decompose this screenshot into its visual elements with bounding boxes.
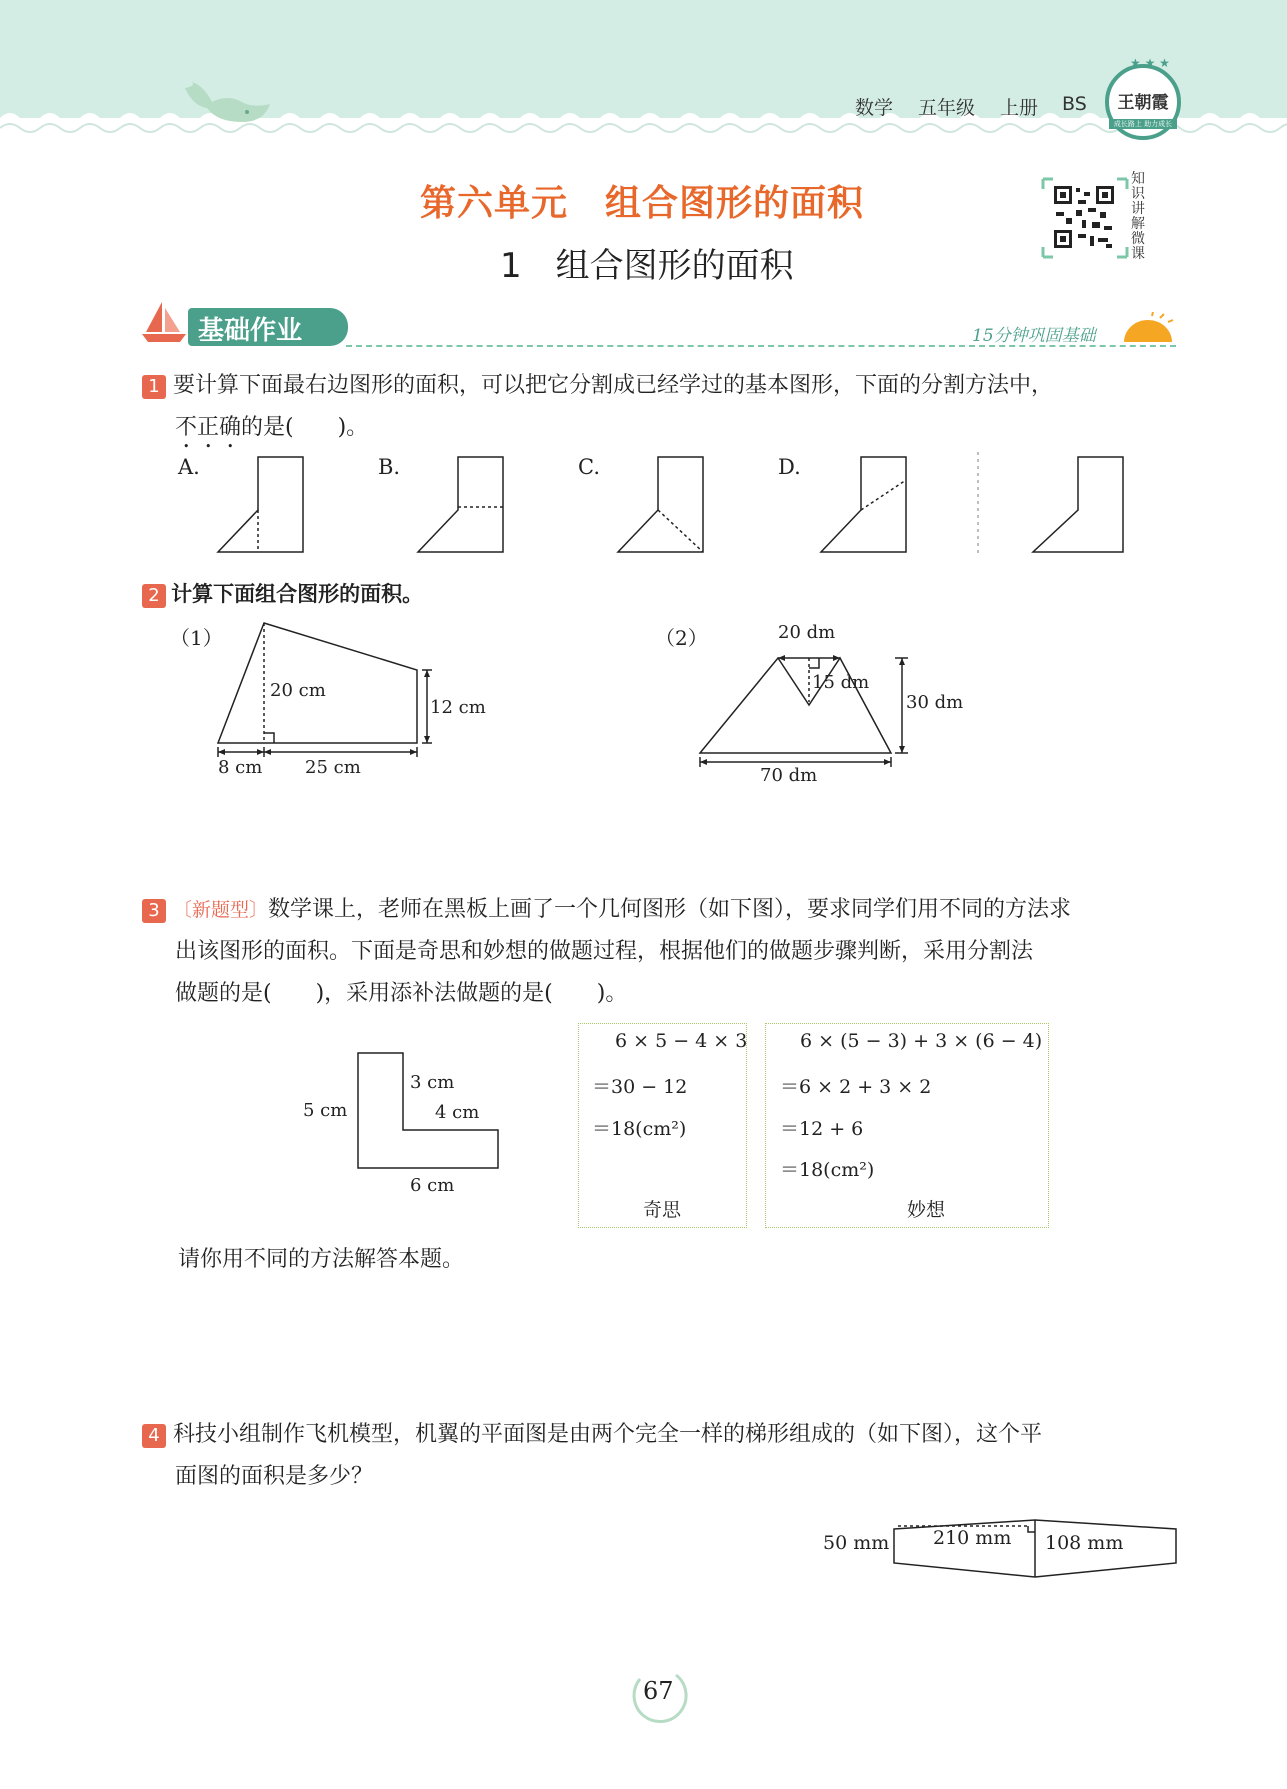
fig2-notch: 15 dm [812, 672, 870, 693]
fig2-base: 70 dm [760, 765, 818, 786]
section-label: 基础作业 [198, 316, 303, 346]
q4-number: 4 [142, 1424, 166, 1448]
q3-text [142, 890, 1192, 930]
fig2-height: 30 dm [906, 692, 964, 713]
q1-option-b[interactable]: B. [378, 455, 401, 479]
q1-option-c[interactable]: C. [578, 455, 600, 479]
qisi-line2: ＝30 − 12 [592, 1076, 688, 1098]
fig1-label: （1） [170, 626, 223, 650]
whale-icon [175, 78, 275, 130]
fig2-label: （2） [655, 626, 708, 650]
q1-line2: 的是( )。 [241, 415, 369, 440]
q4-dim-top: 210 mm [933, 1527, 1012, 1549]
q3-line3: 做题的是( )，采用添补法做题的是( )。 [175, 981, 628, 1006]
miaoxiang-line4: ＝18(cm²) [780, 1159, 875, 1181]
lesson-title: 1 组合图形的面积 [500, 246, 794, 286]
miaoxiang-line2: ＝6 × 2 + 3 × 2 [780, 1076, 932, 1098]
q3-tag: 〔新题型〕 [173, 899, 269, 921]
q3-dim-inner: 4 cm [435, 1102, 480, 1123]
section-timing: 15分钟巩固基础 [972, 326, 1096, 346]
q4-dim-left: 50 mm [823, 1532, 890, 1554]
brand-name: 王朝霞 [1117, 93, 1169, 113]
q4-wing-figure [890, 1515, 1180, 1585]
q1-emphasis: 不正确 [175, 415, 242, 440]
header-edition: BS [1062, 93, 1087, 115]
sailboat-icon [140, 298, 188, 346]
fig1-left-base: 8 cm [218, 757, 263, 778]
q4-line2: 面图的面积是多少？ [175, 1464, 374, 1489]
q3-number: 3 [142, 899, 166, 923]
q1-text [142, 366, 1182, 406]
qisi-name: 奇思 [643, 1199, 682, 1221]
q3-prompt: 请你用不同的方法解答本题。 [178, 1247, 465, 1272]
brand-sub-right: 助力成长 [1144, 120, 1173, 128]
star-icon: ★ ★ ★ [1130, 56, 1170, 70]
qr-code-icon[interactable] [1040, 176, 1130, 260]
fig1-right-base: 25 cm [305, 757, 361, 778]
q3-dim-bottom: 6 cm [410, 1175, 455, 1196]
qisi-line1: 6 × 5 − 4 × 3 [615, 1030, 748, 1052]
unit-title: 第六单元 组合图形的面积 [420, 183, 865, 224]
q2-title: 计算下面组合图形的面积。 [171, 582, 424, 606]
q2-text [142, 578, 423, 608]
miaoxiang-line3: ＝12 + 6 [780, 1118, 864, 1140]
sunrise-icon [1120, 312, 1176, 348]
header-volume: 上册 [1000, 97, 1039, 119]
q1-option-a[interactable]: A. [178, 455, 200, 479]
q4-text [142, 1415, 1192, 1455]
q3-dim-top: 3 cm [410, 1072, 455, 1093]
brand-badge [1105, 64, 1181, 140]
page-number: 67 [643, 1677, 674, 1705]
brand-sub-left: 成长路上 [1113, 120, 1142, 128]
q3-dim-left: 5 cm [303, 1100, 348, 1121]
q4-line1: 科技小组制作飞机模型，机翼的平面图是由两个完全一样的梯形组成的（如下图），这个平 [173, 1422, 1043, 1447]
q3-line2: 出该图形的面积。下面是奇思和妙想的做题过程，根据他们的做题步骤判断，采用分割法 [175, 939, 1034, 964]
header-grade: 五年级 [918, 97, 976, 119]
q4-dim-right: 108 mm [1045, 1532, 1124, 1554]
qr-label: 知识讲解微课 [1131, 171, 1145, 262]
q1-number: 1 [142, 375, 166, 399]
q3-l-shape [350, 1045, 510, 1175]
fig1-height: 20 cm [270, 680, 326, 701]
miaoxiang-name: 妙想 [907, 1199, 946, 1221]
header-subject: 数学 [855, 97, 894, 119]
miaoxiang-line1: 6 × (5 − 3) + 3 × (6 − 4) [800, 1030, 1043, 1052]
fig1-right: 12 cm [430, 697, 486, 718]
q3-line1: 数学课上，老师在黑板上画了一个几何图形（如下图），要求同学们用不同的方法求 [268, 897, 1072, 922]
q1-figures [200, 452, 1140, 562]
q2-number: 2 [142, 584, 166, 608]
qisi-line3: ＝18(cm²) [592, 1118, 687, 1140]
q1-line1: 要计算下面最右边图形的面积，可以把它分割成已经学过的基本图形，下面的分割方法中， [173, 373, 1054, 398]
q1-option-d[interactable]: D. [778, 455, 801, 479]
fig2-top: 20 dm [778, 622, 836, 643]
